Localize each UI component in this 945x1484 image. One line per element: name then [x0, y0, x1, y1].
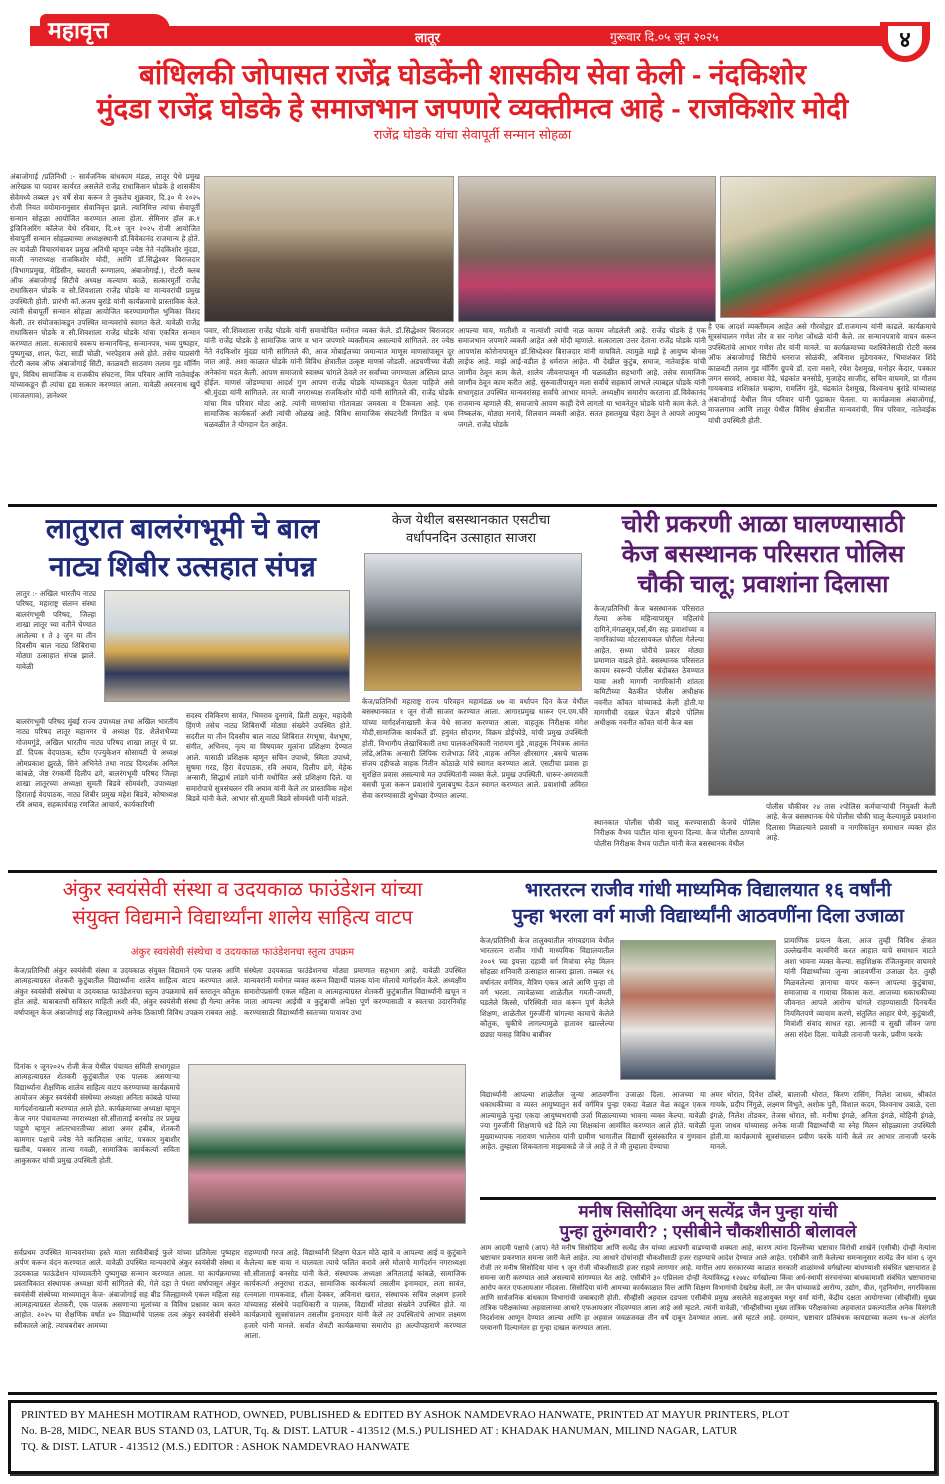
st-anniversary-headline — [360, 512, 582, 548]
issue-date: गुरूवार दि.०५ जून २०२५ — [610, 30, 719, 44]
school-column-1-wide: विद्यार्थ्यांनी आपल्या शाळेतील जुन्या आठवणींना उजाळा दिला. आजच्या या धकाधकीच्या व व्यस्त आयुष्यातुन सर्व वर्गमित्र पुन्हा एकदा वेळात वेळ काढून एकत्र आल्यामुळे पुन्हा एकदा आयुष्यभराची उर्जा मिळाल्याच्या भावना व्यक्त केल्या. यावेळी ज्या गुरुजींनी शिक्षणाचे धडे दिले त्या शिक्षकांना आमंत्रित करण्यात आले होते. यावेळी मुख्याध्यापक नारायण भालेराव यांनी ग्रामीण भागातील विद्यार्थी सुसंस्कारित व गुणवान आहेत. तुम्हाला शिकवताना माझ्याकडे जे जे आहे ते ते मी तुम्हाला देण्याचा — [480, 1090, 706, 1152]
lead-column-2: पवार, सौ.शिवशाला राजेंद्र घोडके यांनी समायोचित मनोगत व्यक्त केले. डॉ.सिद्धेश्वर बिराजदार यांनी राजेंद्र घोडके हे सामाजिक जाण व भान जपणारे व्यक्तीमत्व असल्याचे सांगितले. तर ज्येष्ठ नेते नंदकिशोर मुंदडा यांनी सांगितले की, आज मोबाईलच्या जमान्यात माणूस माणसांपासून दूर जात आहे. अशा काळात घोडके यांनी विविध क्षेत्रातील उत्कृष्ट माणसं जोडली. अडचणीच्या वेळी अनेकांना मदत केली. आपण समाजाचे स्वास्थ्य चांगले ठेवले तर सर्वांच्या जगण्याला अस्तित्व प्राप्त होईल. माणसं जोडण्याचा आदर्श गुण आपण राजेंद्र घोडके यांच्याकडून घेतला पाहिजे असे श्री.मुंदडा यांनी सांगितले. तर माजी नगराध्यक्ष राजकिशोर मोदी यांनी सांगितले की, राजेंद्र घोडके यांचा मित्र परिवार मोठा आहे. त्यांनी माणसांचा गोतावळा जमवला व टिकवला आहे. एक सामाजिक कार्यकर्ता अशी त्यांची ओळख आहे. विविध सामाजिक संघटनेशी निगडित व धम्म चळवळीत ते योगदान देत आहेत. — [204, 326, 454, 429]
ankur-headline-line1: अंकुर स्वयंसेवी संस्था व उदयकाळ फाउंडेशन यांच्या — [62, 879, 423, 901]
ankur-subheadline: अंकुर स्वयंसेवी संस्थेचा व उदयकाळ फाउंडेशनचा स्तुत्य उपक्रम — [130, 947, 355, 958]
school-reunion-headline — [480, 878, 936, 930]
photo-bus-depot-police — [708, 612, 936, 796]
ankur-column-2-bottom: राहण्याची गरज आहे. विद्यार्थ्यांनी शिक्षण घेऊन मोठे व्हावे व आपल्या आई व कुटुंबाने केलेल्या कष्ट वाया न घालवता त्याचे फलित करावे असे मोलाचे मार्गदर्शन नगराध्यक्षा सौ.सीताताई बनसोड यांनी केले. संस्थापक अध्यक्षा अनिताताई कांबळे, सामाजिक कार्यकर्त्या अनुराधा राऊत, सामाजिक कार्यकर्त्या तसलीम इनामदार, लता सावंत, रत्नमाला गायकवाड, शीला देवकर, अविनाश खरात, संस्थापक सचिव लक्ष्मण हजारे यांच्यासह संस्थेचे पदाधिकारी व पालक, विद्यार्थी मोठ्या संख्येने उपस्थित होते. या कार्यक्रमाचे सूत्रसंचालन तसलीम इनामदार यांनी केले तर उपस्थितांचे आभार लक्ष्मण हजारे यांनी मानले. सर्वात शेवटी कार्यक्रमाचा समारोप हा अल्पोपहाराणे करण्यात आला. — [244, 1248, 466, 1341]
section-divider — [8, 1392, 937, 1395]
photo-audience — [458, 176, 716, 322]
ankur-column-2-top: संस्थेला उदयकाळ फाउंडेशनचा मोठ्या प्रमाणात सहभाग आहे. यावेळी उपस्थित मान्यवरांनी मनोगत व्यक्त करून विद्यार्थी पालक यांना मोलाचे मार्गदर्शन केले. अध्यक्षीय समारोपप्रसंगी एकल महिला व आत्महत्याग्रस्त शेतकरी कुटुंबातील विद्यार्थ्यांनी खचून न जाता आपल्या आईची व कुटुंबाची अपेक्षा पूर्ण करण्यासाठी व स्वतःचा उदारनिर्वाह करण्यासाठी विद्यार्थ्यांनी स्वतःच्या पायावर उभा — [244, 966, 466, 1017]
ankur-column-1-bottom: सर्वप्रथम उपस्थित मान्यवरांच्या हस्ते माता सावित्रीबाई फुले यांच्या प्रतिमेला पुष्पहार अर्पण करून वंदन करण्यात आले. यावेळी उपस्थित मान्यवरांचे अंकुर स्वयंसेवी संस्था व उदयकाळ फाऊंडेशन यांच्यावतीने पुष्पगुच्छ सन्मान करण्यात आला. या कार्यक्रमाच्या प्रस्ताविकात संस्थापक अध्यक्षा यांनी सांगितले की, गेले दहा ते पंधरा वर्षापासून अंकुर स्वयंसेवी संस्थेच्या माध्यमातून केज- अंबाजोगाई सह बीड जिल्ह्यामध्ये एकल महिला सह आत्महत्याग्रस्त शेतकरी, एक पालक असणाऱ्या मुलांच्या व विविध प्रश्नावर काम करत आहोत. २०२५ या शैक्षणिक वर्षात ४० विद्यार्थ्यांचे पालक तत्व अंकुर स्वयंसेवी संस्थेने स्वीकारले आहे. त्याचबरोबर आमच्या — [14, 1248, 240, 1330]
imprint-footer — [8, 1400, 937, 1474]
edition-city: लातूर — [415, 31, 440, 46]
ankur-column-1-mid: दिनांक १ जून२०२५ रोजी केज येथील पंचायत समिती सभागृहात आत्महत्याग्रस्त शेतकरी कुटुंबातील एक पालक असणाऱ्या विद्यार्थ्यांना शैक्षणिक शालेय साहित्य वाटप करण्याच्या कार्यक्रमाचे आयोजन अंकुर स्वयंसेवी संस्थेच्या अध्यक्षा अनिता कांबळे यांच्या मार्गदर्शनाखाली करण्यात आले होते. कार्यक्रमाच्या अध्यक्षा म्हणून केज नगर पंचायतच्या नगराध्यक्षा सौ.सीताताई बनसोड तर प्रमुख पाहुणे म्हणून आंतरभारतीच्या आशा अमर हबीब, शेतकरी कामगार पक्षाचे ज्येष्ठ नेते कालिदास आपेट, पत्रकार मुबाशीर खतीब, पत्रकार तात्या गवळी, सामाजिक कार्यकर्त्या सविता आकुसकर यांची प्रमुख उपस्थिती होती. — [14, 1062, 180, 1165]
balrangbhumi-column-right: सदस्य रविकिरण सावंत, भिमराव दुनगावे, प्रिती ठाकूर, महादेवी हिंगणे तसेच नाट्य शिबिरार्थी मोठ्या संख्येने उपस्थित होते. सदरील या तीन दिवसीय बाल नाट्य शिबिरात रंगभूषा, वेशभूषा, संगीत, अभिनय, नृत्य या विषयावर मुलांना प्रशिक्षण देण्यात आले. यासाठी प्रशिक्षक म्हणून सचिन उपाध्ये, स्मिता उपाध्ये, सुषमा गरड, हिरा वेदपाठक, रवि अघाव, दिलीप ढगे, मेहेक अन्सारी, सिद्धार्थ लांडगे यांनी यथोचित असे प्रशिक्षण दिले. या समारोपाचे सुत्रसंचलन रवि अघाव यांनी केले तर प्रास्ताविक महेश बिडवे यांनी केले. आभार सौ.सुमती बिडवे सोमवंशी यांनी मांडले. — [186, 711, 352, 804]
photo-felicitation-group — [204, 176, 454, 322]
masthead — [0, 0, 945, 56]
photo-natya-shibir — [104, 590, 350, 702]
imprint-line-2: No. B-28, MIDC, NEAR BUS STAND 03, LATUR, Tq. & DIST. LATUR - 413512 (M.S.) PULISHED AT : KHADAK HANUMAN, MILIND NAGAR, LATUR — [21, 1425, 738, 1437]
st-headline-line1: केज येथील बसस्थानकात एसटीचा — [391, 513, 551, 528]
page-number-badge — [880, 22, 930, 62]
school-headline-line2: पुन्हा भरला वर्ग माजी विद्यार्थ्यांनी आठवणींना दिला उजाळा — [512, 906, 904, 927]
lead-headline-line1: बांधिलकी जोपासत राजेंद्र घोडकेंनी शासकीय सेवा केली - नंदकिशोर — [138, 59, 807, 90]
page-number: ४ — [888, 26, 922, 56]
balrangbhumi-column-narrow: लातुर :- अखिल भारतीय नाट्य परिषद, महाराष्ट्र संलग्न संस्था बालरंगभूमी परिषद, जिल्हा शाखा लातूर च्या वतीने घेण्यात आलेल्या १ ते ३ जुन या तीन दिवसीय बाल नाट्य शिबिराचा मोठ्या उत्साहात संपन्न झाले. यावेळी — [16, 589, 96, 671]
police-column-right: पोलीस चौकीवर २४ तास २पोलिस कर्मचाऱ्यांची नियुक्ती केली आहे. केज बसस्थानक येथे पोलीस चौकी चालू केल्यामुळे प्रवाशांना दिलासा मिळाल्याने प्रवासी व नागरिकांतुन समाधान व्यक्त होत आहे. — [766, 802, 936, 843]
lead-column-4: हे एक आदर्श व्यक्तीमत्व आहेत असे गौरवोद्गार डॉ.राजमान्य यांनी काढले. कार्यक्रमाचे सूत्रसंचालन गणेश तौर व सर नागेश जोंधळे यांनी केले. तर सन्मानपत्राचे वाचन करून उपस्थितांचे आभार गणेश तौर यांनी मानले. या कार्यक्रमाच्या यशस्वितेसाठी रोटरी क्लब ऑफ अंबाजोगाई सिटीचे धनराज सोळंकी, अविनाश मुडेगावकर, भिमाशंकर शिंदे काळवटी तलाव गुड मॉर्निंग ग्रुपचे डॉ. दत्ता मसने, रमेश देशमुख, मनोहर केदार, पत्रकार जगन सरवदे, आकाश वेडे, चंद्रकांत बनसोडे, मुजाहेद साजीद, सचिन वाघमारे, प्रा गौतम गायकवाड शशिकांत चव्हाण, रामलिंग मुंडे, चंद्रकांत देशमुख, विश्वनाथ बुरांडे यांच्यासह अंबाजोगाई येथील मित्र परिवार यांनी पुढाकार घेतला. या कार्यक्रमास अंबाजोगाई, माजलगाव आणि लातूर येथील विविध क्षेत्रातील मान्यवरांची, मित्र परिवार, नातेवाईक यांची उपस्थिती होती. — [708, 322, 936, 425]
photo-bouquet-presentation — [720, 176, 936, 318]
photo-bus-pooja — [364, 553, 582, 691]
balrangbhumi-column-wide: बालरंगभूमी परिषद मुंबई राज्य उपाध्यक्ष तथा अखिल भारतीय नाट्य परिषद लातूर महानगर चे अध्यक्ष ऍड. शैलेशभैय्या गोजमगुंडे, अखिल भारतीय नाट्य परिषद शाखा लातुर चे प्रा. डॉ. दिपक वेदपाठक, स्टीम एज्युकेशन सोसायटी चे अध्यक्ष ओमप्रकाश झुरळे, सिने अभिनेते तथा नाट्य दिग्दर्शक अनिल कांबळे, जेष्ठ रंगकर्मी दिलीप ढगे, बालरंगभूमी परिषद जिल्हा शाखा लातूरच्या अध्यक्षा सुमती बिडवे सोमवंशी, उपाध्यक्षा हिराताई वेदपाठक, नाट्य शिबीर प्रमुख महेश बिडवे, कोषाध्यक्ष रवि अघाव, सहकार्यवाह रणजित आचार्य, कार्यकारिणी — [16, 717, 178, 810]
photo-school-kit-distribution — [188, 1064, 466, 1224]
photo-school-alumni — [620, 940, 776, 1080]
lead-headline-line2: मुंदडा राजेंद्र घोडके हे समाजभान जपणारे व्यक्तीमत्व आहे - राजकिशोर मोदी — [96, 93, 849, 124]
st-anniversary-body: केज/प्रतिनिधी महाराष्ट्र राज्य परिवहन महामंडळ ७७ वा वर्धापन दिन केज येथील बसस्थानकात १ जून रोजी साजरा करण्यात आला. आगारप्रमुख धारूर एन.एम.चौरे यांच्या मार्गदर्शनाखाली केज येथे साजरा करण्यात आला. वाहतूक निरीक्षक मंगेश मोदी,सामाजिक कार्यकर्ते डॉ. हनुमंत सौदागर, विक्रम डोईफोडे, यांची प्रमुख उपस्थिती होती. विभागीय लेखाधिकारी तथा पालकअधिकारी नारायण मुंडे ,वाहतूक नियंत्रक आनंत लोंढे,अतिक अन्सारी लिपिक राजेभाऊ शिंदे ,वाहक अनिल क्षीरसागर ,बसचे चालक संजय दहीफळे वाहक नितीन कोठाळे यांचे स्वागत करण्यात आले. एसटीचा प्रवास हा सुरक्षित प्रवास असल्याचे मत उपस्थितांनी व्यक्त केले. प्रमुख उपस्थिती. धारूर-अमरावती बसची पूजा करून प्रवाशांचे गुलाबपुष्प देऊन स्वागत करण्यात आले. प्रवाशांची अविरत सेवा करण्यासाठी शुभेच्छा देण्यात आल्या. — [362, 697, 588, 800]
lead-headline — [10, 58, 935, 126]
school-column-1: केज/प्रतिनिधी केज तालुक्यातील नांगवडगाव येथील भारतरत्न राजीव गांधी माध्यमिक विद्यालयातील २००९ च्या इयत्ता दहावी वर्ग मित्रांचा स्नेह मिलन सोहळा शनिवारी उत्साहात साजरा झाला. तब्बल १६ वर्षानंतर वर्गमित्र, मैत्रिण एकत्र आले आणि पुन्हा तो वर्ग भरला. त्यावेळच्या शाळेतील गमती-जमती, घडलेले किस्से, परिस्थिती मात करून पूर्ण केलेले शिक्षण, शाळेतील गुरुजींनी चांगल्या कामाचे केलेले कौतुक, चुकीचे लागल्यामुळे हातावर खाल्लेल्या छड्या यासह विविध बाबींवर — [480, 936, 614, 1039]
police-headline-line3: चौकी चालू; प्रवाशांना दिलासा — [637, 571, 889, 598]
imprint-line-3: TQ. & DIST. LATUR - 413512 (M.S.) EDITOR : ASHOK NAMDEVRAO HANWATE — [21, 1441, 410, 1453]
st-headline-line2: वर्धापनदिन उत्साहात साजरा — [405, 531, 537, 546]
section-divider — [8, 504, 937, 507]
police-headline-line2: केज बसस्थानक परिसरात पोलिस — [621, 541, 905, 568]
sisodia-headline-line1: मनीष सिसोदिया अन् सत्येंद्र जैन पुन्हा यांची — [578, 1202, 838, 1221]
sisodia-body: आम आदमी पक्षाचे (आप) नेते मनीष सिसोदिया आणि सत्येंद्र जैन यांच्या अडचणी वाढण्याची शक्यता आहे, कारण त्यांना दिल्लीच्या भ्रष्टाचार विरोधी शाखेने (एसीबी) दोन्ही नेत्यांना भ्रष्टाचार प्रकरणात समन्स जारी केले आहेत. त्या आधारे दोघांनाही चौकशीसाठी हजर राहण्याचे आदेश देण्यात आले आहेत. एसीबीने जारी केलेल्या समन्सनुसार सत्येंद्र जैन यांना ६ जून रोजी तर मनीष सिसोदिया यांना ९ जून रोजी चौकशीसाठी हजर राहावे लागणार आहे. मागील आप सरकारच्या काळात सरकारी शाळांमध्ये वर्गखोल्या बांधण्याशी संबंधित भ्रष्टाचारात हे समन्स जारी करण्यात आले असल्याचे सांगण्यात येत आहे. एसीबीने ३० एप्रिलला दोन्ही नेत्यांविरुद्ध १२७४८ वर्गखोल्या किंवा अर्ध-स्थायी संरचनांच्या बांधकामाशी संबंधित भ्रष्टाचाराचा आरोप करत एफआयआर नोंदवला. सिसोदिया यांनी आमच्या कार्यकाळात वित्त आणि शिक्षण विभागांची देखरेख केली, तर जैन यांच्याकडे आरोग्य, उद्योग, वीज, गृहनिर्माण, नगरविकास आणि सार्वजनिक बांधकाम विभागांची जबाबदारी होती. सीव्हीसी अहवाल दडपला एसीबीचे प्रमुख असलेले सहआयुक्त मधुर वर्मा यांनी, केंद्रीय दक्षता आयोगाच्या (सीव्हीसी) मुख्य तांत्रिक परीक्षकांच्या अहवालाच्या आधारे एफआयआर नोंदवण्यात आला आहे असे म्हटले. त्यांनी यावेळी, 'सीव्हीसीच्या मुख्य तांत्रिक परीक्षकांच्या अहवालात प्रकल्पातील अनेक विसंगती निदर्शनास आणून देण्यात आल्या आणि हा अहवाल जवळजवळ तीन वर्षे दाबून ठेवण्यात आला. असे म्हटले आहे. दरम्यान, भ्रष्टाचार प्रतिबंधक कायद्याच्या कलम १७-अ अंतर्गत परवानगी दिल्यानंतर हा गुन्हा दाखल करण्यात आला. — [480, 1244, 936, 1332]
school-column-3: प्रामाणिक प्रयत्न केला. आज तुम्ही विविध क्षेत्रात उल्लेखनीय कामगिरी करत आहात याचे समाधान वाटते अशा भावना व्यक्त केल्या. सहशिक्षक रंजितकुमार वाघमारे यांनी विद्यार्थ्यांच्या जुन्या आठवणींना उजाळा देत. तुम्ही मिळवलेल्या ज्ञानाचा वापर करून आपल्या कुटुंबाचा, समाजाचा व गावाचा विकास करा. आजच्या धकाधकीच्या जीवनात आपले आरोग्य चांगले राहण्यासाठी दिनचर्येत नियमितपणे व्यायाम करणे, संतुलित आहार घेणे, कुटुंबाशी, मित्रांशी संवाद साधत रहा. आनंदी व सुखी जीवन जगा असा संदेश दिला. यावेळी तानाजी फरके, प्रवीण फरके — [784, 936, 936, 1039]
school-column-3-wide: अमर थोरात, दिनेश ठोंबरे, बालाजी थोरात, किरण रासिंग, निलेश जाधव, श्रीकांत गायके, प्रदीप निंगुळे, लक्ष्मण विभुते, अशोक पुरी, विशाल कदम, विश्वनाथ उबाळे, दत्ता इंगळे, निलेश तोडकर, तेजस थोरात, सौ. मनीषा इंगळे, अनिता इंगळे, मोहिनी इंगळे, पूजा जाधव यांच्यासह अनेक माजी विद्यार्थ्यांची या स्नेह मिलन सोहळ्याला उपस्थिती होती.या कार्यक्रमाचे सूत्रसंचालन प्रवीण फरके यांनी केले तर आभार तानाजी फरके मानले. — [710, 1090, 936, 1152]
newspaper-logo: महावृत्त — [48, 17, 109, 44]
police-chowki-headline — [590, 510, 936, 600]
police-column-narrow: केज/प्रतिनिधी केज बसस्थानक परिसरात गेल्या अनेक महिन्यापासून महिलांचे दागिने,मंगळसूत्र,पर्स,बॅग सह प्रवाशांच्या व नागरिकांच्या मोटरसायकल चोरीला गेलेल्या आहेत. सध्या चोरीचे प्रकार मोठ्या प्रमाणात वाढले होते. बसस्थानक परिसरात कायम स्वरूपी पोलीस बंदोबस्त ठेवण्यात यावा अशी मागणी नागरिकांनी शांतता कमिटीच्या बैठकीत पोलीस अधीक्षक नवनीत कॉवत यांच्याकडे केली होती.या मागणीची दखल घेऊन बीडचे पोलिस अधीक्षक नवनीत कॉवत यांनी केज बस — [594, 604, 704, 728]
sisodia-headline — [480, 1202, 936, 1242]
police-headline-line1: चोरी प्रकरणी आळा घालण्यासाठी — [621, 511, 905, 538]
imprint-line-1: PRINTED BY MAHESH MOTIRAM RATHOD, OWNED, PUBLISHED & EDITED BY ASHOK NAMDEVRAO HANWATE, PRINTED AT MAYUR PRINTERS, PLOT — [21, 1409, 790, 1421]
balrangbhumi-headline — [10, 510, 355, 586]
sisodia-headline-line2: पुन्हा तुरुंगवारी? ; एसीबीने चौकशीसाठी बोलावले — [559, 1222, 857, 1241]
lead-column-3: आपल्या माय, मातीशी व नात्यांशी त्यांची नाळ कायम जोडलेली आहे. राजेंद्र घोडके हे एक समाजभान जपणारे व्यक्ती आहेत असे मोदी म्हणाले. सत्काराला उत्तर देताना राजेंद्र घोडके यांनी आपणांस कोरोनापासून डॉ.सिध्देश्वर बिराजदार यांनी वाचविले. त्यामुळे माझे हे आयुष्य बोनस लाईफ आहे. माझे आई-वडील हे धर्मराज आहेत. मी देखील कुटुंब, समाज, नातेवाईक यांची जाणीव ठेवून काम केले. शालेय जीवनापासून मी चळवळीत सहभागी आहे. तसेच सामाजिक जाणीव ठेवून काम करीत आहे. सुरूवातीपासून मला सर्वांचे सहकार्य लाभले त्याबद्दल घोडके यांनी सभागृहात उपस्थित मान्यवरांसह सर्वांचे आभार मानले. अध्यक्षीय समारोप करताना डॉ.विवेकानंद राजमान्य म्हणाले की, समाजाचे आपण काही देणे लागतो या भावनेतून घोडके यांनी काम केले. ते निष्कलंक, मोठ्या मनाचे, शिलवान व्यक्ती आहेत. सतत हसतमुख चेहरा ठेवून ते आपले आयुष्य जगले. राजेंद्र घोडके — [458, 326, 706, 429]
section-divider — [480, 1197, 936, 1200]
ankur-headline-line2: संयुक्त विद्यमाने विद्यार्थ्यांना शालेय साहित्य वाटप — [72, 907, 413, 929]
balrangbhumi-headline-line1: लातुरात बालरंगभूमी चे बाल — [45, 513, 320, 544]
ankur-headline — [10, 876, 475, 932]
balrangbhumi-headline-line2: नाट्य शिबीर उत्सहात संपन्न — [49, 551, 316, 582]
police-column-wide: स्थानकात पोलीस चौकी चालू करण्यासाठी केजचे पोलिस निरीक्षक वैभव पाटील यांना सूचना दिल्या. केज पोलीस ठाण्याचे पोलीस निरीक्षक वैभव पाटील यांनी केज बसस्थानक येथील — [594, 818, 760, 848]
ankur-column-1-top: केज/प्रतिनिधी अंकुर स्वयंसेवी संस्था व उदयकाळ संयुक्त विद्यमाने एक पालक आणि आत्महत्याग्रस्त शेतकरी कुटुंबातील विद्यार्थ्यांना शालेय साहित्य वाटप करण्यात आले. अंकुर स्वयंसेवी संस्थेचा व उदयकाळ फाउंडेशनचा स्तुत्य उपक्रमाचे सर्व स्तरातून कौतुक होत आहे. याबाबतची सविस्तर माहिती अशी की, अंकुर स्वयंसेवी संस्था ही गेल्या अनेक वर्षापासून केज अंबाजोगाई सह जिल्ह्यामध्ये अनेक ठिकाणी विविध उपक्रम राबवत आहे. — [14, 966, 240, 1017]
lead-column-1: अंबाजोगाई /प्रतिनिधी :- सार्वजनिक बांधकाम मंडळ, लातूर येथे प्रमुख आरेखक या पदावर कार्यरत असलेले राजेंद्र राधाकिसन घोडके हे शासकीय सेवेमध्ये तब्बल ३९ वर्षे सेवा करून ते नुकतेच शुक्रवार, दि.३० मे २०२५ रोजी नियत वयोमानानुसार सेवानिवृत्त झाले. त्यानिमित्त त्यांचा सेवापूर्ती सन्मान सोहळा आयोजित करण्यात आला होता. सेमिनार हॉल क्र.१ इंजिनिअरिंग कॉलेज येथे रविवार, दि.०१ जुन २०२५ रोजी आयोजित सेवापुर्ती सन्मान सोहळ्याच्या अध्यक्षस्थानी डॉ.विवेकानंद राजमान्य हे होते. तर यावेळी विचारमंचावर प्रमुख अतिथी म्हणून ज्येष्ठ नेते नंदकिशोर मुंदडा, माजी नगराध्यक्ष राजकिशोर मोदी, आणि डॉ.सिद्धेश्वर बिराजदार (विभागप्रमुख, मेडिसीन, स्वाराती रूग्णालय, अंबाजोगाई.), रोटरी क्लब ऑफ अंबाजोगाई सिटीचे अध्यक्ष कल्याण काळे, सत्कारमूर्ती राजेंद्र राधाकिसन घोडके व सौ.शिवशाला राजेंद्र घोडके या मान्यवरांची प्रमुख उपस्थिती होती. प्रारंभी कॉ.अजय बुरांडे यांनी कार्यक्रमाचे प्रास्ताविक केले. त्यांनी सेवापूर्ती सन्मान सोहळा आयोजित करण्यामागील भुमिका विशद केली. तर संयोजकांकडून उपस्थित मान्यवरांचे स्वागत केले. यावेळी राजेंद्र राधाकिसन घोडके व सौ.शिवशाला राजेंद्र घोडके यांचा एकत्रित सन्मान करण्यात आला. सत्काराचे स्वरूप सन्मानचिन्ह, सन्मानपत्र, भव्य पुष्पहार, पुष्पगुच्छ, शाल, फेटा, साडी चोळी, भरपेहराव असे होते. तसेच याप्रसंगी रोटरी क्लब ऑफ अंबाजोगाई सिटी, काळवटी साठवण तलाव गुड मॉर्निंग ग्रुप, विविध सामाजिक व राजकीय संघटना, मित्र परिवार आणि नातेवाईक यांच्याकडून ही त्यांचा हृद्य सत्कार करण्यात आला. यावेळी अमरनाथ खुर्पे (माजलगाव), ज्ञानेश्वर — [10, 172, 200, 400]
section-divider — [8, 870, 937, 873]
lead-subheadline: राजेंद्र घोडके यांचा सेवापूर्ती सन्मान सोहळा — [373, 128, 572, 143]
school-headline-line1: भारतरत्न राजीव गांधी माध्यमिक विद्यालयात १६ वर्षांनी — [524, 880, 892, 901]
